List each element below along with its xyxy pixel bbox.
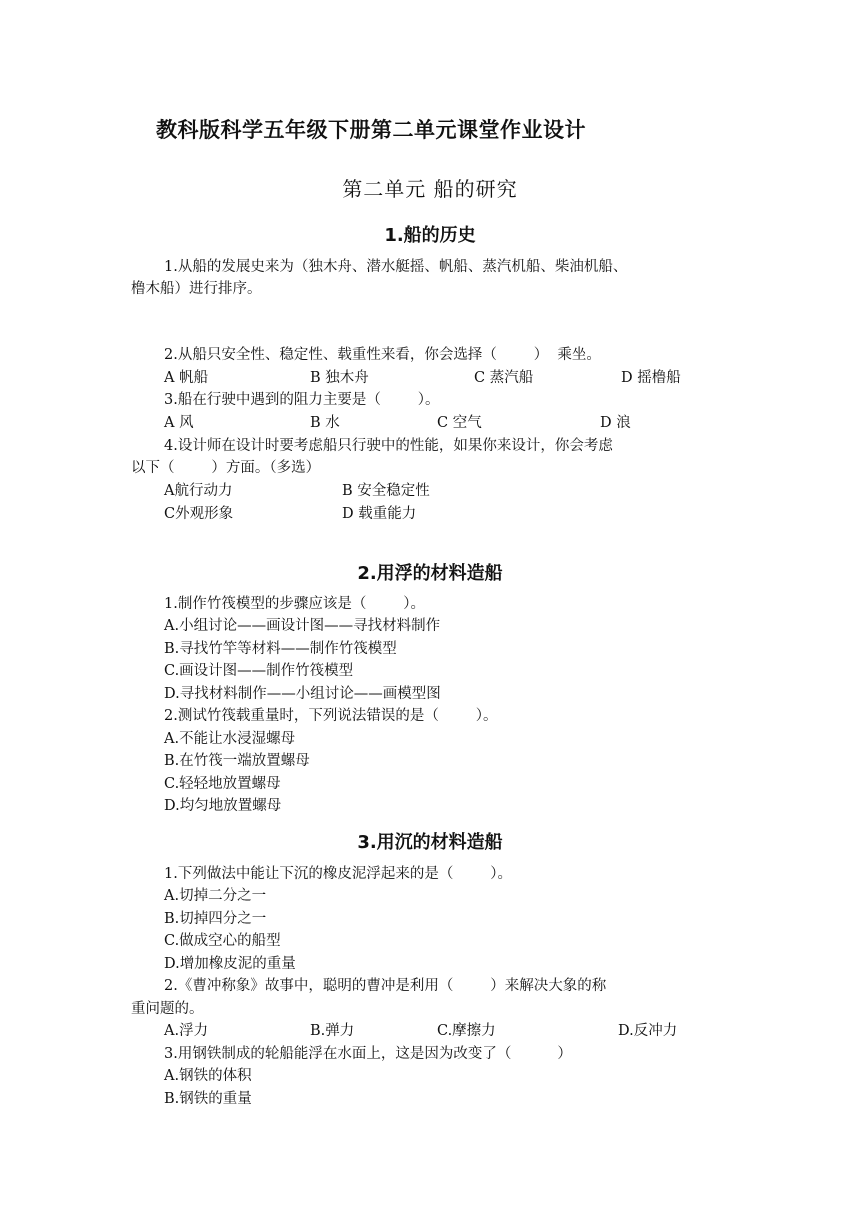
s1-q4-option-d: D 载重能力 — [342, 506, 417, 522]
s2-q2-option-a: A.不能让水浸湿螺母 — [164, 731, 296, 747]
s1-q3-option-b: B 水 — [310, 415, 340, 431]
section-title-2: 2.用浮的材料造船 — [357, 563, 503, 584]
s3-q2-option-b: B.弹力 — [310, 1023, 355, 1039]
s1-q4-line2: 以下（ ）方面。（多选） — [131, 460, 321, 476]
s3-q1-option-c: C.做成空心的船型 — [164, 933, 281, 949]
s3-q3: 3.用钢铁制成的轮船能浮在水面上，这是因为改变了（ ） — [164, 1046, 572, 1062]
s3-q1-option-d: D.增加橡皮泥的重量 — [164, 956, 296, 972]
s1-q3: 3.船在行驶中遇到的阻力主要是（ ）。 — [164, 392, 440, 408]
s2-q1-option-b: B.寻找竹竿等材料——制作竹筏模型 — [164, 641, 397, 657]
s3-q3-option-a: A.钢铁的体积 — [164, 1068, 252, 1084]
s1-q2-option-b: B 独木舟 — [310, 370, 369, 386]
s1-q4-option-a: A航行动力 — [164, 483, 233, 499]
s2-q2-option-b: B.在竹筏一端放置螺母 — [164, 753, 310, 769]
s1-q2: 2.从船只安全性、稳定性、载重性来看，你会选择（ ） 乘坐。 — [164, 347, 601, 363]
s2-q1-option-d: D.寻找材料制作——小组讨论——画模型图 — [164, 686, 441, 702]
s1-q3-option-c: C 空气 — [437, 415, 482, 431]
s2-q1: 1.制作竹筏模型的步骤应该是（ ）。 — [164, 596, 425, 612]
s1-q1-line2: 橹木船）进行排序。 — [131, 281, 262, 297]
s2-q2-option-d: D.均匀地放置螺母 — [164, 798, 282, 814]
s1-q2-option-d: D 摇橹船 — [621, 370, 681, 386]
s2-q2: 2.测试竹筏载重量时，下列说法错误的是（ ）。 — [164, 708, 498, 724]
s3-q2-option-c: C.摩擦力 — [437, 1023, 496, 1039]
s1-q4-option-c: C外观形象 — [164, 506, 234, 522]
s1-q1-line1: 1.从船的发展史来为（独木舟、潜水艇摇、帆船、蒸汽机船、柴油机船、 — [164, 259, 628, 275]
unit-title: 第二单元 船的研究 — [342, 177, 518, 201]
s2-q1-option-c: C.画设计图——制作竹筏模型 — [164, 663, 354, 679]
s3-q1-option-a: A.切掉二分之一 — [164, 888, 267, 904]
s3-q1-option-b: B.切掉四分之一 — [164, 911, 267, 927]
s2-q2-option-c: C.轻轻地放置螺母 — [164, 776, 281, 792]
s1-q3-option-d: D 浪 — [600, 415, 631, 431]
s3-q2-option-d: D.反冲力 — [618, 1023, 678, 1039]
s1-q4-option-b: B 安全稳定性 — [342, 483, 430, 499]
s3-q3-option-b: B.钢铁的重量 — [164, 1091, 252, 1107]
s3-q2-line1: 2.《曹冲称象》故事中，聪明的曹冲是利用（ ）来解决大象的称 — [164, 978, 607, 994]
s1-q4-line1: 4.设计师在设计时要考虑船只行驶中的性能，如果你来设计，你会考虑 — [164, 438, 613, 454]
s1-q2-option-a: A 帆船 — [164, 370, 209, 386]
s3-q1: 1.下列做法中能让下沉的橡皮泥浮起来的是（ ）。 — [164, 866, 512, 882]
section-title-1: 1.船的历史 — [384, 225, 476, 246]
s1-q2-option-c: C 蒸汽船 — [474, 370, 534, 386]
s2-q1-option-a: A.小组讨论——画设计图——寻找材料制作 — [164, 618, 441, 634]
document-title: 教科版科学五年级下册第二单元课堂作业设计 — [156, 118, 586, 142]
section-title-3: 3.用沉的材料造船 — [357, 832, 503, 853]
s1-q3-option-a: A 风 — [164, 415, 194, 431]
s3-q2-option-a: A.浮力 — [164, 1023, 209, 1039]
s3-q2-line2: 重问题的。 — [131, 1001, 204, 1017]
